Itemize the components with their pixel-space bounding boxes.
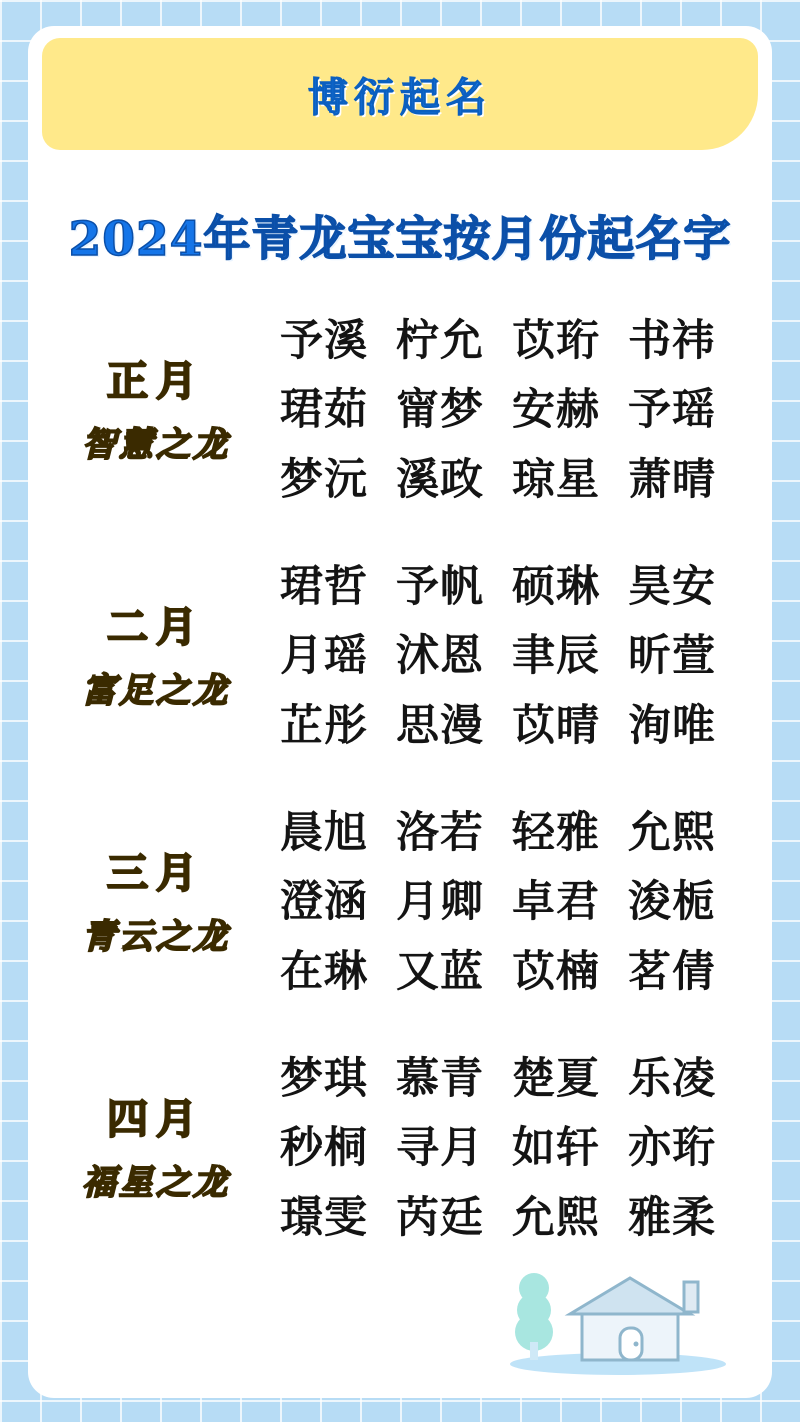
name-item: 芷彤 <box>280 700 368 751</box>
names-cell <box>274 307 772 516</box>
name-item: 思漫 <box>396 700 484 751</box>
name-item: 予瑶 <box>628 385 716 436</box>
name-item: 萧晴 <box>628 454 716 505</box>
name-item: 梦琪 <box>280 1053 368 1104</box>
names-cell <box>274 553 772 762</box>
names-line <box>274 376 758 446</box>
month-label: 二月 <box>107 602 205 651</box>
names-line <box>274 692 758 762</box>
list-item <box>28 1026 772 1272</box>
month-cell <box>28 848 274 958</box>
footer-illustration <box>498 1256 738 1376</box>
month-label: 四月 <box>107 1094 205 1143</box>
name-item: 琼星 <box>512 454 600 505</box>
name-item: 洛若 <box>396 807 484 858</box>
name-item: 卓君 <box>512 877 600 928</box>
name-item: 寻月 <box>396 1123 484 1174</box>
month-list <box>28 288 772 1272</box>
name-item: 亦珩 <box>628 1123 716 1174</box>
names-line <box>274 553 758 623</box>
month-cell <box>28 602 274 712</box>
name-item: 洵唯 <box>628 700 716 751</box>
name-item: 秒桐 <box>280 1123 368 1174</box>
name-item: 苡楠 <box>512 946 600 997</box>
names-line <box>274 868 758 938</box>
name-item: 轻雅 <box>512 807 600 858</box>
name-item: 安赫 <box>512 385 600 436</box>
name-item: 梦沅 <box>280 454 368 505</box>
month-subtitle: 青云之龙 <box>82 917 230 958</box>
name-item: 书祎 <box>628 315 716 366</box>
name-item: 甯梦 <box>396 385 484 436</box>
banner-title: 博衍起名 <box>308 73 492 121</box>
name-item: 芮廷 <box>396 1192 484 1243</box>
name-item: 澄涵 <box>280 877 368 928</box>
name-item: 浚栀 <box>628 877 716 928</box>
name-item: 珺哲 <box>280 561 368 612</box>
poster-card <box>28 26 772 1398</box>
banner <box>42 38 758 150</box>
name-item: 茗倩 <box>628 946 716 997</box>
name-item: 在琳 <box>280 946 368 997</box>
names-line <box>274 1045 758 1115</box>
month-subtitle: 福星之龙 <box>82 1163 230 1204</box>
list-item <box>28 288 772 534</box>
name-item: 如轩 <box>512 1123 600 1174</box>
name-item: 珺茹 <box>280 385 368 436</box>
names-line <box>274 622 758 692</box>
names-line <box>274 1184 758 1254</box>
name-item: 楚夏 <box>512 1053 600 1104</box>
name-item: 昕萱 <box>628 631 716 682</box>
name-item: 又蓝 <box>396 946 484 997</box>
name-item: 允熙 <box>628 807 716 858</box>
house-icon <box>498 1256 738 1376</box>
month-cell <box>28 1094 274 1204</box>
name-item: 乐凌 <box>628 1053 716 1104</box>
list-item <box>28 780 772 1026</box>
name-item: 月瑶 <box>280 631 368 682</box>
name-item: 慕青 <box>396 1053 484 1104</box>
page-title: 2024年青龙宝宝按月份起名字 <box>68 212 732 267</box>
list-item <box>28 534 772 780</box>
month-label: 正月 <box>107 356 205 405</box>
tree-icon <box>515 1273 553 1360</box>
name-item: 沭恩 <box>396 631 484 682</box>
names-line <box>274 799 758 869</box>
names-line <box>274 307 758 377</box>
name-item: 予帆 <box>396 561 484 612</box>
name-item: 柠允 <box>396 315 484 366</box>
names-line <box>274 446 758 516</box>
month-cell <box>28 356 274 466</box>
month-subtitle: 智慧之龙 <box>82 425 230 466</box>
names-cell <box>274 1045 772 1254</box>
names-line <box>274 938 758 1008</box>
name-item: 月卿 <box>396 877 484 928</box>
name-item: 雅柔 <box>628 1192 716 1243</box>
names-cell <box>274 799 772 1008</box>
name-item: 晨旭 <box>280 807 368 858</box>
names-line <box>274 1114 758 1184</box>
name-item: 苡珩 <box>512 315 600 366</box>
name-item: 溪政 <box>396 454 484 505</box>
name-item: 苡晴 <box>512 700 600 751</box>
month-subtitle: 富足之龙 <box>82 671 230 712</box>
month-label: 三月 <box>107 848 205 897</box>
name-item: 璟雯 <box>280 1192 368 1243</box>
name-item: 昊安 <box>628 561 716 612</box>
name-item: 硕琳 <box>512 561 600 612</box>
name-item: 聿辰 <box>512 631 600 682</box>
name-item: 允熙 <box>512 1192 600 1243</box>
name-item: 予溪 <box>280 315 368 366</box>
